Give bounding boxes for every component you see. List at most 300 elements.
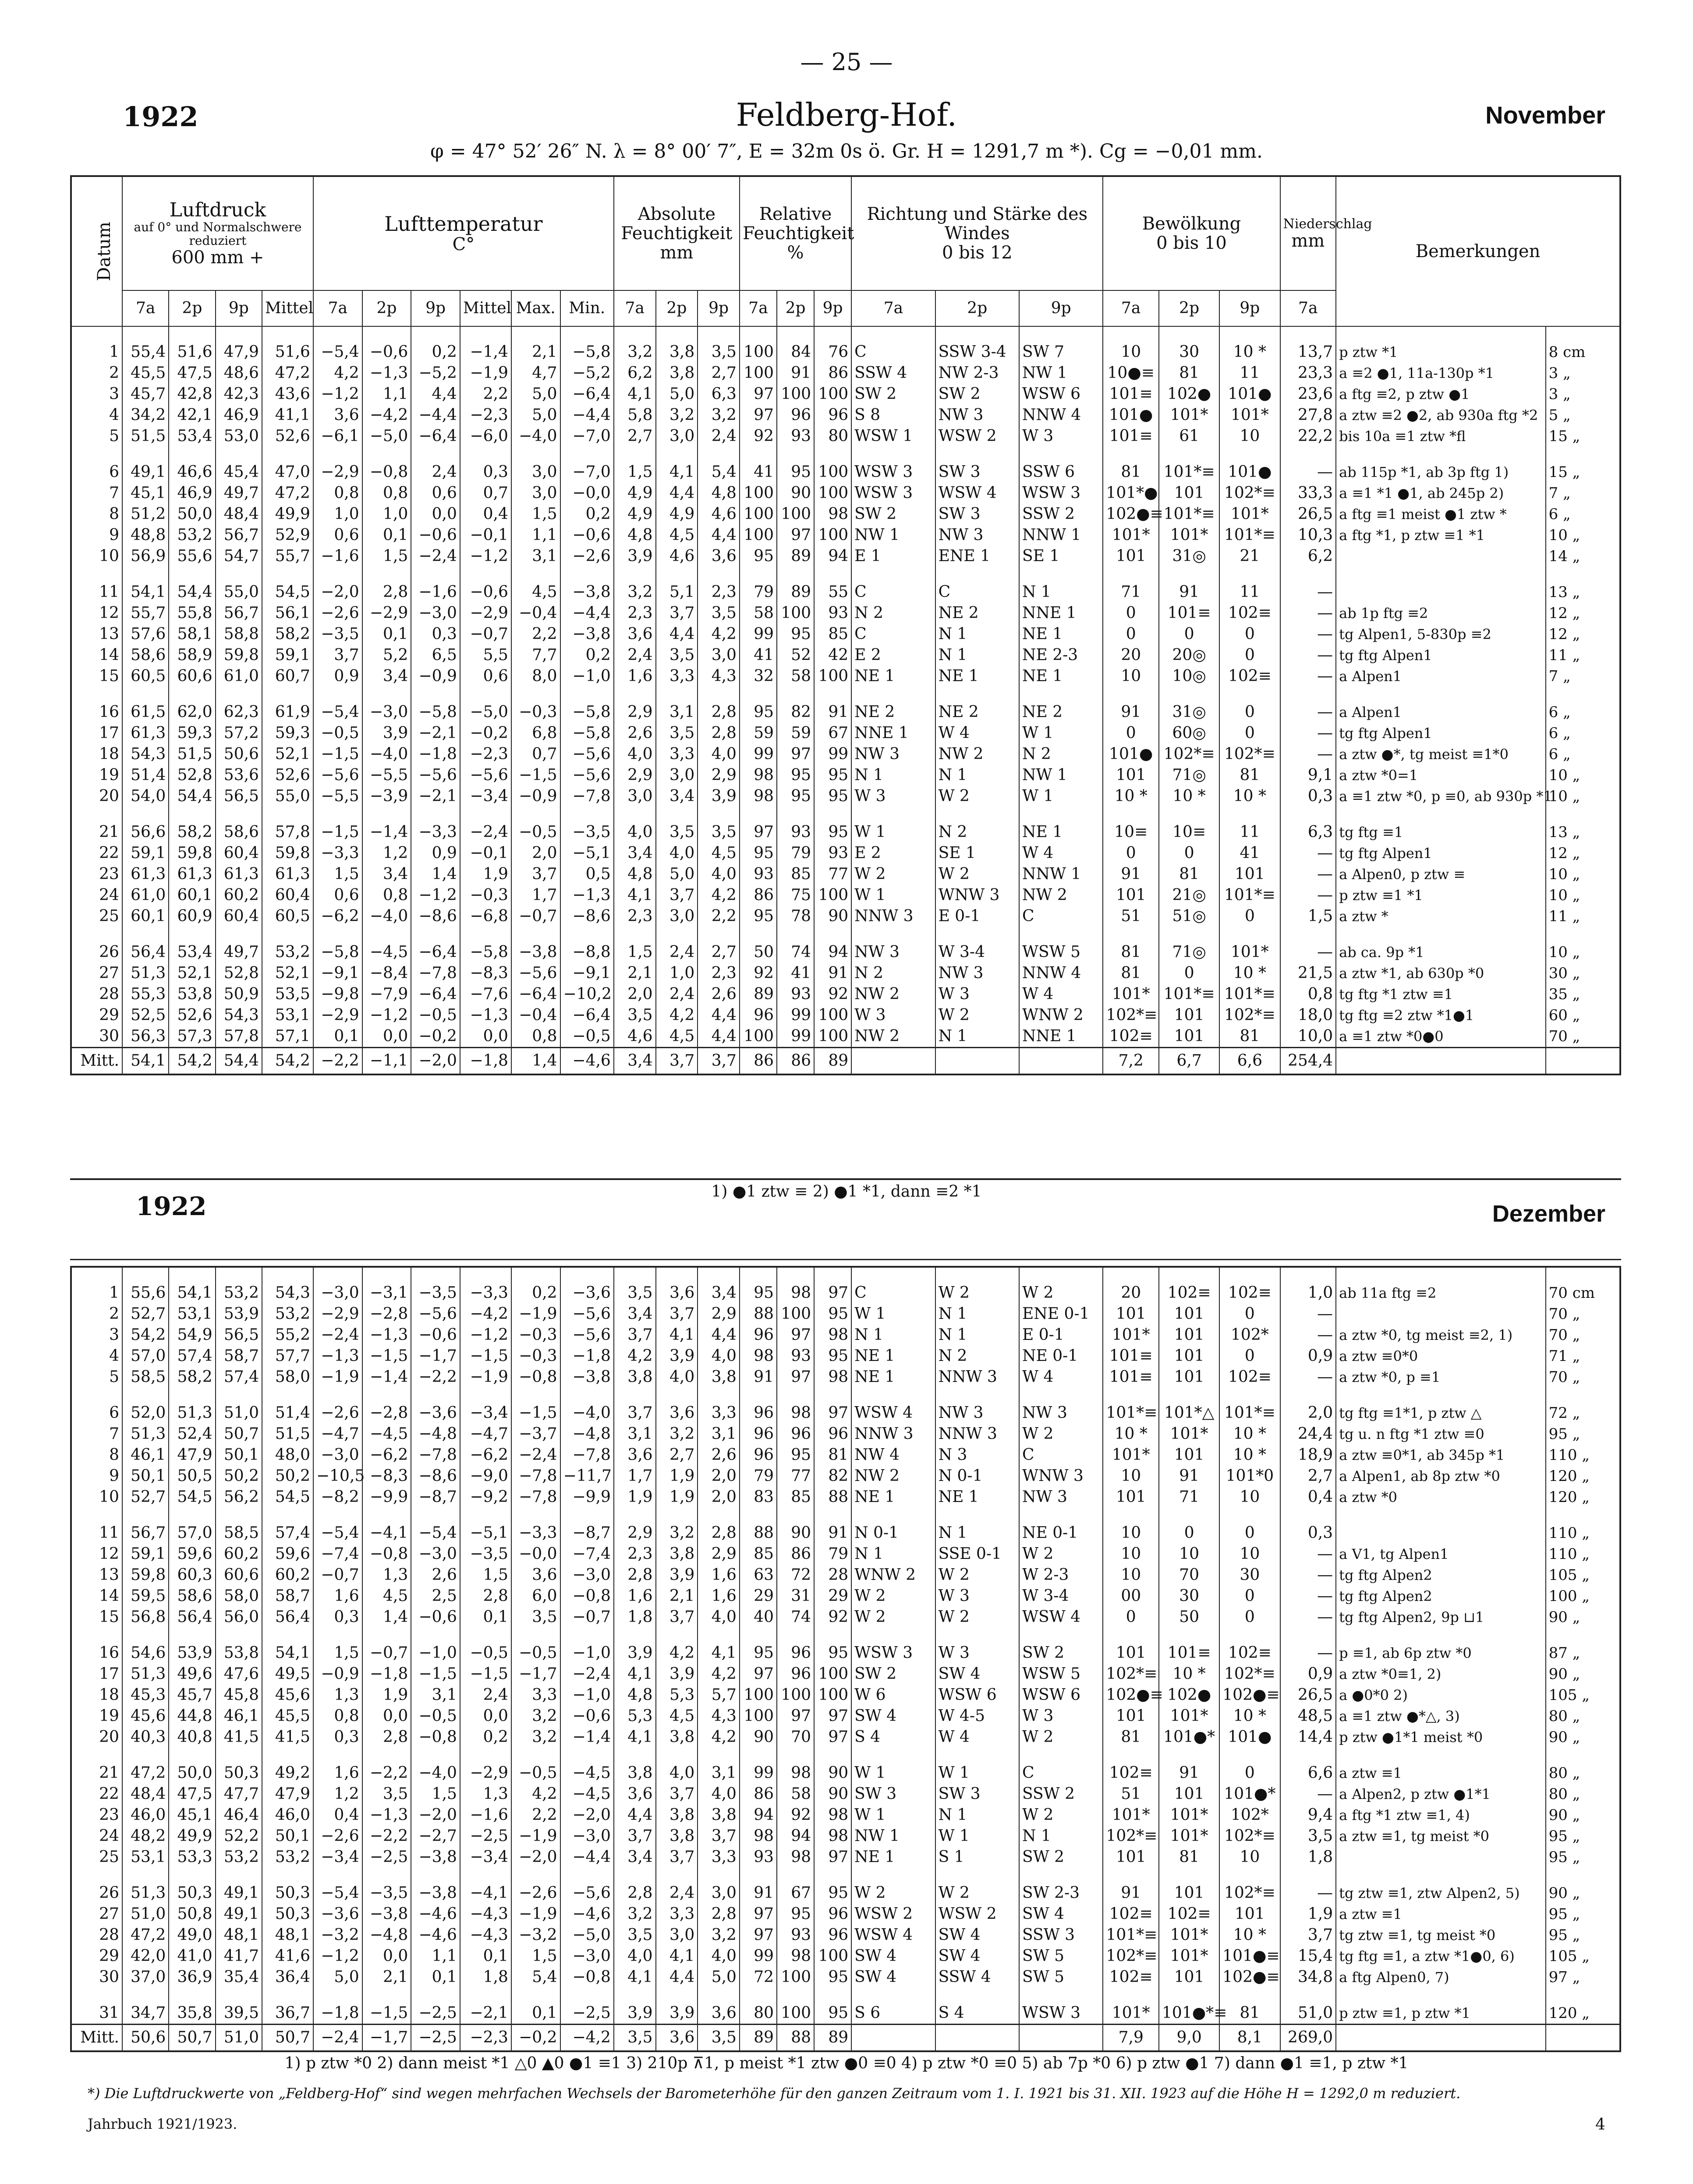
- table-cell: 4,6: [614, 1026, 656, 1048]
- table-cell: 6,2: [1280, 546, 1336, 567]
- spacer-cell: [1546, 1388, 1620, 1403]
- table-cell: 61,3: [262, 864, 313, 885]
- table-cell: 48,0: [262, 1445, 313, 1466]
- spacer-cell: [411, 1508, 460, 1523]
- table-cell: 2,9: [698, 765, 740, 786]
- table-cell: 11: [71, 582, 122, 603]
- table-cell: tg ztw ≡1, tg meist *0: [1336, 1925, 1546, 1946]
- table-cell: 54,2: [169, 1048, 215, 1075]
- table-cell: 95 „: [1546, 1904, 1620, 1925]
- table-cell: 95: [814, 1967, 851, 1988]
- table-cell: 2,8: [698, 1904, 740, 1925]
- table-cell: SSW 6: [1019, 462, 1103, 483]
- spacer-cell: [560, 1748, 614, 1763]
- spacer-cell: [740, 1388, 777, 1403]
- table-cell: −5,8: [411, 702, 460, 723]
- table-cell: 54,2: [122, 1325, 169, 1346]
- table-cell: −8,2: [313, 1487, 362, 1508]
- table-cell: 101≡: [1103, 426, 1159, 447]
- table-cell: 93: [777, 426, 814, 447]
- table-cell: −4,2: [362, 405, 411, 426]
- table-cell: −2,6: [511, 1883, 560, 1904]
- table-cell: 3,6: [698, 546, 740, 567]
- table-cell: −3,5: [362, 1883, 411, 1904]
- table-cell: 49,1: [122, 462, 169, 483]
- spacer-cell: [460, 687, 511, 702]
- table-cell: NW 2: [935, 744, 1019, 765]
- table-cell: 60,1: [122, 906, 169, 927]
- table-row: [71, 525, 1620, 546]
- table-cell: 6 „: [1546, 723, 1620, 744]
- table-cell: W 2: [1019, 1805, 1103, 1826]
- table-cell: 50,3: [216, 1763, 262, 1784]
- spacer-cell: [1103, 1988, 1159, 2003]
- table-row: [71, 1487, 1620, 1508]
- table-cell: 57,7: [262, 1346, 313, 1367]
- spacer-cell: [71, 1868, 122, 1883]
- table-cell: 97: [814, 1283, 851, 1304]
- table-cell: 7: [71, 483, 122, 504]
- table-cell: −8,7: [411, 1487, 460, 1508]
- table-row: [71, 702, 1620, 723]
- table-cell: —: [1280, 645, 1336, 666]
- table-cell: NW 3: [851, 744, 935, 765]
- table-cell: 4,2: [656, 1643, 698, 1664]
- spacer-cell: [1159, 1988, 1219, 2003]
- table-cell: 14 „: [1546, 546, 1620, 567]
- table-row: [71, 942, 1620, 963]
- table-cell: 101*: [1159, 525, 1219, 546]
- spacer-cell: [851, 687, 935, 702]
- table-cell: 10: [1103, 342, 1159, 363]
- header-temp-max: Max.: [511, 290, 560, 326]
- table-cell: SSW 3-4: [935, 342, 1019, 363]
- table-cell: 0,1: [362, 525, 411, 546]
- table-cell: 2,9: [698, 1304, 740, 1325]
- table-cell: NE 1: [935, 666, 1019, 687]
- table-cell: 4,1: [656, 1946, 698, 1967]
- spacer-cell: [71, 1508, 122, 1523]
- table-cell: −0,5: [460, 1643, 511, 1664]
- table-cell: −1,5: [362, 1346, 411, 1367]
- table-cell: −2,4: [313, 2025, 362, 2052]
- table-cell: SW 2: [851, 1664, 935, 1685]
- table-cell: −4,3: [460, 1904, 511, 1925]
- spacer-cell: [262, 1988, 313, 2003]
- spacer-cell: [313, 1988, 362, 2003]
- table-cell: 1,6: [614, 1586, 656, 1607]
- table-cell: 0,2: [560, 645, 614, 666]
- table-cell: 18: [71, 744, 122, 765]
- table-cell: 26,5: [1280, 504, 1336, 525]
- table-cell: 47,5: [169, 363, 215, 384]
- table-cell: 75: [777, 885, 814, 906]
- spacer-cell: [460, 1267, 511, 1283]
- table-cell: 3,7: [698, 1826, 740, 1847]
- table-cell: 6: [71, 1403, 122, 1424]
- table-cell: 53,2: [216, 1283, 262, 1304]
- table-cell: 0: [1219, 1763, 1280, 1784]
- spacer-cell: [935, 1388, 1019, 1403]
- spacer-cell: [814, 1988, 851, 2003]
- table-cell: 5,3: [614, 1706, 656, 1727]
- table-cell: 4,5: [656, 1706, 698, 1727]
- table-cell: 3,8: [698, 1367, 740, 1388]
- table-cell: 0,2: [511, 1283, 560, 1304]
- table-cell: 3,4: [614, 1304, 656, 1325]
- table-row: [71, 786, 1620, 807]
- table-cell: 12 „: [1546, 624, 1620, 645]
- table-cell: WSW 3: [1019, 2003, 1103, 2025]
- table-cell: −5,0: [362, 426, 411, 447]
- table-cell: 79: [777, 843, 814, 864]
- table-cell: 5,0: [511, 405, 560, 426]
- table-cell: −2,9: [362, 603, 411, 624]
- table-cell: 1,5: [1280, 906, 1336, 927]
- table-cell: −3,0: [362, 702, 411, 723]
- table-cell: −7,0: [560, 426, 614, 447]
- table-cell: 85: [777, 1487, 814, 1508]
- spacer-cell: [313, 1388, 362, 1403]
- table-cell: −5,5: [362, 765, 411, 786]
- spacer-cell: [614, 807, 656, 822]
- table-cell: 101≡: [1159, 603, 1219, 624]
- table-cell: WNW 3: [1019, 1466, 1103, 1487]
- header-7a: 7a: [122, 290, 169, 326]
- table-cell: 102*≡: [1219, 1664, 1280, 1685]
- spacer-cell: [1280, 927, 1336, 942]
- table-cell: 1,1: [411, 1946, 460, 1967]
- table-row: [71, 1445, 1620, 1466]
- table-cell: −1,4: [362, 1367, 411, 1388]
- table-cell: 3,7: [614, 1826, 656, 1847]
- table-cell: −8,6: [411, 906, 460, 927]
- table-cell: 12: [71, 1544, 122, 1565]
- spacer-cell: [1336, 1868, 1546, 1883]
- table-cell: −9,9: [560, 1487, 614, 1508]
- table-row: [71, 1325, 1620, 1346]
- table-cell: 101*: [1103, 1325, 1159, 1346]
- table-row: [71, 666, 1620, 687]
- table-cell: 93: [814, 843, 851, 864]
- table-cell: 57,4: [216, 1367, 262, 1388]
- header-rel-2p: 2p: [777, 290, 814, 326]
- table-cell: S 6: [851, 2003, 935, 2025]
- table-cell: 61,5: [122, 702, 169, 723]
- table-cell: 10: [1103, 1565, 1159, 1586]
- table-cell: 3,9: [656, 1565, 698, 1586]
- table-cell: 10 *: [1219, 786, 1280, 807]
- table-cell: 52,6: [262, 765, 313, 786]
- table-cell: 2,0: [698, 1466, 740, 1487]
- spacer-cell: [614, 1267, 656, 1283]
- spacer-cell: [698, 326, 740, 342]
- table-cell: −4,5: [362, 1424, 411, 1445]
- table-cell: 0,2: [460, 1727, 511, 1748]
- spacer-cell: [122, 1388, 169, 1403]
- table-cell: W 1: [851, 1763, 935, 1784]
- spacer-cell: [460, 1628, 511, 1643]
- table-cell: W 2: [935, 1883, 1019, 1904]
- table-cell: −3,4: [460, 786, 511, 807]
- table-cell: NE 2: [1019, 702, 1103, 723]
- table-cell: WSW 2: [935, 426, 1019, 447]
- spacer-cell: [122, 1267, 169, 1283]
- table-cell: −1,5: [313, 822, 362, 843]
- table-cell: 6,6: [1219, 1048, 1280, 1075]
- header-bew-9p: 9p: [1219, 290, 1280, 326]
- table-cell: 53,8: [216, 1643, 262, 1664]
- table-cell: −3,3: [460, 1283, 511, 1304]
- table-cell: 254,4: [1280, 1048, 1336, 1075]
- table-cell: 59,3: [262, 723, 313, 744]
- table-cell: 97: [814, 1706, 851, 1727]
- table-cell: N 0-1: [851, 1523, 935, 1544]
- table-cell: 102●: [1159, 384, 1219, 405]
- table-row: [71, 1005, 1620, 1026]
- table-cell: 50: [740, 942, 777, 963]
- table-cell: 10: [1103, 666, 1159, 687]
- table-cell: 50,7: [262, 2025, 313, 2052]
- table-cell: −2,0: [411, 1805, 460, 1826]
- table-cell: 120 „: [1546, 1466, 1620, 1487]
- table-cell: 3,7: [1280, 1925, 1336, 1946]
- table-cell: 54,9: [169, 1325, 215, 1346]
- table-cell: 4,9: [656, 504, 698, 525]
- table-cell: 53,2: [216, 1847, 262, 1868]
- spacer-cell: [1019, 1508, 1103, 1523]
- table-cell: 81: [814, 1445, 851, 1466]
- table-cell: −0,2: [411, 1026, 460, 1048]
- table-cell: 101: [1159, 1967, 1219, 1988]
- table-cell: −3,0: [560, 1826, 614, 1847]
- table-cell: 4,2: [698, 1727, 740, 1748]
- table-cell: a ftg ≡1 meist ●1 ztw *: [1336, 504, 1546, 525]
- table-cell: 55,7: [122, 603, 169, 624]
- table-cell: 49,9: [169, 1826, 215, 1847]
- table-cell: 72 „: [1546, 1403, 1620, 1424]
- table-cell: 59,8: [122, 1565, 169, 1586]
- spacer-cell: [362, 1628, 411, 1643]
- table-cell: 51◎: [1159, 906, 1219, 927]
- table-cell: 4,4: [614, 1805, 656, 1826]
- table-cell: −3,6: [313, 1904, 362, 1925]
- table-cell: —: [1280, 1367, 1336, 1388]
- table-cell: −5,6: [411, 765, 460, 786]
- table-cell: 102≡: [1219, 1367, 1280, 1388]
- spacer-cell: [740, 1748, 777, 1763]
- table-cell: 59,8: [169, 843, 215, 864]
- table-cell: 3,5: [698, 342, 740, 363]
- spacer-cell: [851, 1748, 935, 1763]
- table-cell: 100: [740, 1685, 777, 1706]
- table-cell: NNW 1: [1019, 864, 1103, 885]
- sheet-number: 4: [1595, 2116, 1605, 2134]
- table-cell: 49,7: [216, 942, 262, 963]
- spacer-cell: [777, 1748, 814, 1763]
- table-cell: 6,3: [1280, 822, 1336, 843]
- table-row: [71, 765, 1620, 786]
- spacer-cell: [1546, 807, 1620, 822]
- table-cell: NNW 4: [1019, 963, 1103, 984]
- table-cell: NNE 1: [1019, 1026, 1103, 1048]
- table-cell: 30: [1159, 342, 1219, 363]
- table-cell: 5,4: [511, 1967, 560, 1988]
- table-cell: 10 *: [1219, 963, 1280, 984]
- table-cell: 0,1: [511, 2003, 560, 2025]
- table-cell: 3,4: [362, 864, 411, 885]
- table-cell: a ztw ●*, tg meist ≡1*0: [1336, 744, 1546, 765]
- spacer-cell: [656, 567, 698, 582]
- table-cell: 2,4: [411, 462, 460, 483]
- table-cell: 56,6: [122, 822, 169, 843]
- table-row: [71, 1967, 1620, 1988]
- spacer-cell: [614, 1508, 656, 1523]
- table-cell: 84: [777, 342, 814, 363]
- table-cell: —: [1280, 1643, 1336, 1664]
- table-cell: −0,5: [411, 1706, 460, 1727]
- table-cell: −0,8: [560, 1967, 614, 1988]
- spacer-cell: [698, 1988, 740, 2003]
- month-label-december: Dezember: [1492, 1201, 1605, 1227]
- table-cell: −2,6: [313, 1826, 362, 1847]
- table-cell: SW 2: [851, 504, 935, 525]
- table-cell: 101*: [1103, 2003, 1159, 2025]
- table-cell: WSW 3: [851, 1643, 935, 1664]
- table-cell: 10 *: [1219, 1925, 1280, 1946]
- table-cell: 55,0: [262, 786, 313, 807]
- spacer-cell: [1159, 447, 1219, 462]
- table-cell: −4,4: [560, 1847, 614, 1868]
- table-cell: 56,0: [216, 1607, 262, 1628]
- table-cell: 3,3: [698, 1847, 740, 1868]
- header-nieder-7a: 7a: [1280, 290, 1336, 326]
- table-cell: 22: [71, 1784, 122, 1805]
- spacer-cell: [1219, 1267, 1280, 1283]
- table-cell: NW 3: [851, 942, 935, 963]
- table-cell: 47,9: [169, 1445, 215, 1466]
- table-cell: 51,3: [122, 1883, 169, 1904]
- table-cell: tg ftg ≡1: [1336, 822, 1546, 843]
- table-cell: 10 *: [1219, 1424, 1280, 1445]
- table-cell: tg ftg *1 ztw ≡1: [1336, 984, 1546, 1005]
- spacer-cell: [656, 447, 698, 462]
- spacer-cell: [614, 687, 656, 702]
- table-cell: 53,4: [169, 942, 215, 963]
- table-cell: NE 0-1: [1019, 1523, 1103, 1544]
- spacer-cell: [1019, 567, 1103, 582]
- table-cell: N 1: [1019, 1826, 1103, 1847]
- table-cell: −2,3: [460, 744, 511, 765]
- table-cell: −1,7: [411, 1346, 460, 1367]
- table-cell: a ztw ≡1, tg meist *0: [1336, 1826, 1546, 1847]
- table-cell: [1019, 2025, 1103, 2052]
- table-cell: −3,2: [313, 1925, 362, 1946]
- table-cell: NE 2-3: [1019, 645, 1103, 666]
- spacer-cell: [851, 1868, 935, 1883]
- table-cell: −9,1: [313, 963, 362, 984]
- spacer-cell: [313, 326, 362, 342]
- table-cell: −3,8: [560, 1367, 614, 1388]
- table-cell: N 1: [1019, 582, 1103, 603]
- table-cell: 3,8: [656, 1826, 698, 1847]
- table-cell: 0: [1219, 723, 1280, 744]
- spacer-cell: [313, 1508, 362, 1523]
- table-cell: 41,6: [262, 1946, 313, 1967]
- table-cell: 101: [1103, 885, 1159, 906]
- table-cell: 4,2: [698, 624, 740, 645]
- table-cell: 95 „: [1546, 1925, 1620, 1946]
- table-cell: 10: [1219, 1487, 1280, 1508]
- table-cell: 95: [814, 765, 851, 786]
- table-cell: 102●≡: [1219, 1685, 1280, 1706]
- spacer-cell: [740, 1508, 777, 1523]
- table-cell: 9,1: [1280, 765, 1336, 786]
- spacer-cell: [1336, 1267, 1546, 1283]
- spacer-cell: [777, 567, 814, 582]
- table-cell: 2,6: [698, 1445, 740, 1466]
- station-title: Feldberg-Hof.: [736, 96, 957, 133]
- spacer-cell: [313, 1868, 362, 1883]
- table-cell: −3,5: [313, 624, 362, 645]
- table-cell: —: [1280, 1325, 1336, 1346]
- table-cell: 97: [740, 1664, 777, 1685]
- table-cell: 58,6: [122, 645, 169, 666]
- spacer-cell: [935, 1868, 1019, 1883]
- table-cell: −4,4: [560, 405, 614, 426]
- table-cell: 28: [71, 984, 122, 1005]
- table-cell: E 1: [851, 546, 935, 567]
- table-cell: 91: [814, 963, 851, 984]
- table-cell: −1,5: [313, 744, 362, 765]
- table-cell: 10●≡: [1103, 363, 1159, 384]
- header-temp-2p: 2p: [362, 290, 411, 326]
- table-cell: —: [1280, 666, 1336, 687]
- table-row: [71, 582, 1620, 603]
- table-cell: SW 2: [935, 384, 1019, 405]
- spacer-cell: [460, 447, 511, 462]
- table-cell: 2,4: [614, 645, 656, 666]
- table-cell: 31◎: [1159, 546, 1219, 567]
- table-cell: 6,7: [1159, 1048, 1219, 1075]
- table-cell: 0: [1159, 843, 1219, 864]
- spacer-cell: [411, 1388, 460, 1403]
- table-cell: W 1: [851, 885, 935, 906]
- month-label-november: November: [1485, 101, 1605, 129]
- spacer-cell: [656, 1988, 698, 2003]
- table-cell: 2,1: [656, 1586, 698, 1607]
- table-cell: 101: [1103, 546, 1159, 567]
- table-cell: 0,1: [313, 1026, 362, 1048]
- table-cell: 81: [1103, 963, 1159, 984]
- spacer-cell: [511, 326, 560, 342]
- table-cell: 78: [777, 906, 814, 927]
- table-cell: 41,7: [216, 1946, 262, 1967]
- table-cell: 1,9: [614, 1487, 656, 1508]
- table-cell: −5,8: [313, 942, 362, 963]
- table-cell: 95: [740, 906, 777, 927]
- table-cell: 11: [1219, 582, 1280, 603]
- table-cell: −6,4: [560, 384, 614, 405]
- table-cell: 90 „: [1546, 1727, 1620, 1748]
- table-cell: 100 „: [1546, 1586, 1620, 1607]
- table-cell: W 4: [935, 1727, 1019, 1748]
- table-cell: 35,4: [216, 1967, 262, 1988]
- table-cell: −1,2: [460, 546, 511, 567]
- table-cell: 2,8: [698, 702, 740, 723]
- table-cell: −0,5: [313, 723, 362, 744]
- table-cell: 97: [740, 384, 777, 405]
